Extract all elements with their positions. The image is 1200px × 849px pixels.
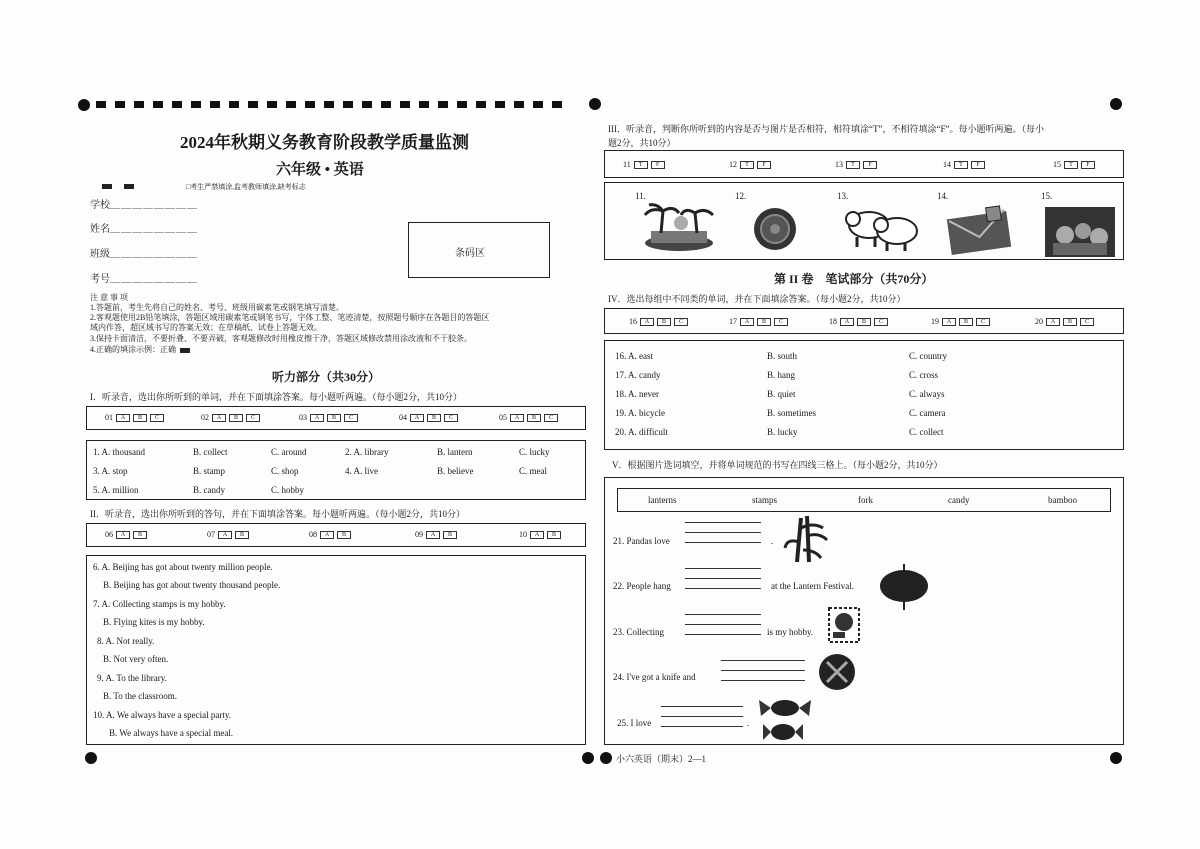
answer-bubble-group[interactable]: 08 A B	[309, 530, 351, 539]
writing-line[interactable]	[685, 614, 761, 615]
q24-text: 24. I've got a knife and	[613, 672, 696, 682]
option: C. meal	[519, 466, 547, 476]
option: 7. A. Collecting stamps is my hobby.	[93, 599, 226, 609]
registration-dot	[589, 98, 601, 110]
option: 1. A. thousand	[93, 447, 146, 457]
registration-dot	[1110, 752, 1122, 764]
writing-line[interactable]	[685, 624, 761, 625]
option: 17. A. candy	[615, 370, 661, 380]
option: B. sometimes	[767, 408, 816, 418]
option: B. lantern	[437, 447, 473, 457]
listening-title: 听力部分（共30分）	[272, 370, 381, 384]
option: C. hobby	[271, 485, 305, 495]
absent-mark	[102, 184, 112, 189]
registration-dot	[78, 99, 90, 111]
answer-bubble-group[interactable]: 18 A B C	[829, 317, 888, 326]
registration-dot	[600, 752, 612, 764]
sec4-title: IV．选出每组中不同类的单词，并在下面填涂答案。（每小题2分，共10分）	[608, 294, 906, 304]
option: 19. A. bicycle	[615, 408, 665, 418]
option: B. south	[767, 351, 798, 361]
answer-bubble-group[interactable]: 14 T F	[943, 160, 985, 169]
pic-label: 13.	[837, 191, 849, 201]
answer-bubble-group[interactable]: 07 A B	[207, 530, 249, 539]
writing-line[interactable]	[661, 706, 743, 707]
answer-bubble-group[interactable]: 06 A B	[105, 530, 147, 539]
option: B. hang	[767, 370, 795, 380]
field-school[interactable]: 学校＿＿＿＿＿＿＿＿	[90, 200, 198, 211]
writing-line[interactable]	[685, 578, 761, 579]
option: C. shop	[271, 466, 299, 476]
pic-label: 12.	[735, 191, 747, 201]
sec4-options	[604, 340, 1124, 450]
writing-line[interactable]	[661, 726, 743, 727]
answer-bubble-group[interactable]: 04 A B C	[399, 413, 458, 422]
option: B. stamp	[193, 466, 226, 476]
option: B. lucky	[767, 427, 798, 437]
stamp-picture	[827, 606, 861, 644]
writing-line[interactable]	[721, 660, 805, 661]
island-picture	[641, 201, 717, 253]
option: B. Not very often.	[103, 654, 169, 664]
absent-mark	[124, 184, 134, 189]
sec4-answer-row	[604, 308, 1124, 334]
option: B. collect	[193, 447, 228, 457]
writing-line[interactable]	[685, 522, 761, 523]
field-name[interactable]: 姓名＿＿＿＿＿＿＿＿	[90, 224, 198, 235]
writing-line[interactable]	[721, 680, 805, 681]
sheep-picture	[841, 203, 925, 253]
writing-line[interactable]	[661, 716, 743, 717]
answer-bubble-group[interactable]: 15 T F	[1053, 160, 1095, 169]
period: .	[747, 718, 750, 728]
option: 6. A. Beijing has got about twenty million people.	[93, 562, 273, 572]
sec3-title-cont: 题2分，共10分）	[608, 138, 676, 148]
answer-bubble-group[interactable]: 17 A B C	[729, 317, 788, 326]
writing-line[interactable]	[685, 532, 761, 533]
lantern-picture	[877, 562, 931, 612]
option: 16. A. east	[615, 351, 653, 361]
option: C. lucky	[519, 447, 550, 457]
answer-bubble-group[interactable]: 10 A B	[519, 530, 561, 539]
period: .	[771, 536, 774, 546]
mooncake-picture	[751, 203, 799, 253]
page-footer: 小六英语（期末）2—1	[616, 754, 707, 764]
option: 20. A. difficult	[615, 427, 668, 437]
knife-fork-picture	[817, 652, 857, 692]
registration-dot	[85, 752, 97, 764]
option: B. candy	[193, 485, 225, 495]
pic-label: 15.	[1041, 191, 1053, 201]
writing-line[interactable]	[685, 568, 761, 569]
answer-bubble-group[interactable]: 20 A B C	[1035, 317, 1094, 326]
q21-text: 21. Pandas love	[613, 536, 670, 546]
option: C. camera	[909, 408, 946, 418]
option: 4. A. live	[345, 466, 378, 476]
note-line: 域内作答，超区域书写的答案无效；在草稿纸、试卷上答题无效。	[90, 323, 322, 332]
sec2-options	[86, 555, 586, 745]
sec5-title: V．根据图片选词填空，并将单词规范的书写在四线三格上。（每小题2分，共10分）	[612, 460, 943, 470]
note-line: 3.保持卡面清洁，不要折叠、不要弄破，客观题修改时用橡皮擦干净，答题区域修改禁用涂改液和不干胶条。	[90, 334, 472, 343]
q23-text-end: is my hobby.	[767, 627, 814, 637]
option: C. always	[909, 389, 945, 399]
option: C. cross	[909, 370, 938, 380]
option: C. around	[271, 447, 307, 457]
option: B. We always have a special meal.	[109, 728, 234, 738]
sec2-answer-row	[86, 523, 586, 547]
option: B. Flying kites is my hobby.	[103, 617, 205, 627]
option: C. country	[909, 351, 947, 361]
exam-subtitle: 六年级 • 英语	[276, 162, 364, 178]
note-line: 2.客观题使用2B铅笔填涂，答题区域用碳素笔或钢笔书写，字体工整、笔迹清楚，按照题号顺序在各题目的答题区	[90, 313, 490, 322]
sec3-answer-row	[604, 150, 1124, 178]
writing-line[interactable]	[685, 542, 761, 543]
option: B. quiet	[767, 389, 796, 399]
pic-label: 14.	[937, 191, 949, 201]
field-exam-number[interactable]: 考号＿＿＿＿＿＿＿＿	[90, 274, 198, 285]
field-class[interactable]: 班级＿＿＿＿＿＿＿＿	[90, 249, 198, 260]
option: B. Beijing has got about twenty thousand people.	[103, 580, 281, 590]
filled-example-mark	[180, 348, 190, 353]
exam-title: 2024年秋期义务教育阶段教学质量监测	[180, 133, 469, 152]
sec3-title: III．听录音，判断你所听到的内容是否与图片是否相符，相符填涂“T”，不相符填涂“F”。每小题听两遍。（每小	[608, 124, 1044, 134]
answer-bubble-group[interactable]: 13 T F	[835, 160, 877, 169]
answer-bubble-group[interactable]: 19 A B C	[931, 317, 990, 326]
word-bank-item: stamps	[752, 495, 778, 505]
q22-text-end: at the Lantern Festival.	[771, 581, 854, 591]
note-line: 1.答题前，考生先将自己的姓名、考号、班级用碳素笔或钢笔填写清楚。	[90, 303, 344, 312]
answer-bubble-group[interactable]: 09 A B	[415, 530, 457, 539]
q23-text: 23. Collecting	[613, 627, 664, 637]
q25-text: 25. I love	[617, 718, 652, 728]
sec1-options	[86, 440, 586, 500]
option: B. believe	[437, 466, 474, 476]
word-bank	[617, 488, 1111, 512]
part2-title: 第 II 卷 笔试部分（共70分）	[774, 272, 934, 286]
option: 10. A. We always have a special party.	[93, 710, 231, 720]
sec3-pictures	[604, 182, 1124, 260]
word-bank-item: fork	[858, 495, 873, 505]
writing-line[interactable]	[685, 634, 761, 635]
answer-bubble-group[interactable]: 16 A B C	[629, 317, 688, 326]
envelope-picture	[945, 205, 1013, 255]
word-bank-item: lanterns	[648, 495, 677, 505]
sec2-title: II．听录音，选出你所听到的答句，并在下面填涂答案。每小题听两遍。（每小题2分，共10分）	[90, 509, 465, 519]
registration-dot	[582, 752, 594, 764]
option: 3. A. stop	[93, 466, 128, 476]
answer-bubble-group[interactable]: 01 A B C	[105, 413, 164, 422]
writing-line[interactable]	[685, 588, 761, 589]
note-line: 4.正确的填涂示例：正确	[90, 344, 190, 355]
sec5-area	[604, 477, 1124, 745]
answer-bubble-group[interactable]: 02 A B C	[201, 413, 260, 422]
cut-line	[96, 101, 566, 108]
answer-bubble-group[interactable]: 11 T F	[623, 160, 665, 169]
sec1-answer-row	[86, 406, 586, 430]
pic-label: 11.	[635, 191, 646, 201]
answer-bubble-group[interactable]: 03 A B C	[299, 413, 358, 422]
option: 9. A. To the library.	[97, 673, 167, 683]
word-bank-item: candy	[948, 495, 970, 505]
option: 18. A. never	[615, 389, 659, 399]
option: B. To the classroom.	[103, 691, 177, 701]
option: C. collect	[909, 427, 944, 437]
option: 5. A. million	[93, 485, 139, 495]
answer-bubble-group[interactable]: 05 A B C	[499, 413, 558, 422]
option: 8. A. Not really.	[97, 636, 155, 646]
candy-picture	[757, 694, 813, 744]
answer-bubble-group[interactable]: 12 T F	[729, 160, 771, 169]
writing-line[interactable]	[721, 670, 805, 671]
absent-notice: □考生严禁填涂,监考教师填涂,缺考标志	[186, 183, 306, 191]
sec1-title: I．听录音，选出你所听到的单词，并在下面填涂答案。每小题听两遍。（每小题2分，共10分）	[90, 392, 462, 402]
barcode-area	[408, 222, 550, 278]
barcode-label: 条码区	[455, 248, 485, 259]
word-bank-item: bamboo	[1048, 495, 1077, 505]
registration-dot	[1110, 98, 1122, 110]
notes-title: 注 意 事 项	[90, 293, 128, 302]
bamboo-picture	[783, 514, 829, 564]
party-picture	[1043, 205, 1117, 259]
q22-text: 22. People hang	[613, 581, 671, 591]
option: 2. A. library	[345, 447, 389, 457]
